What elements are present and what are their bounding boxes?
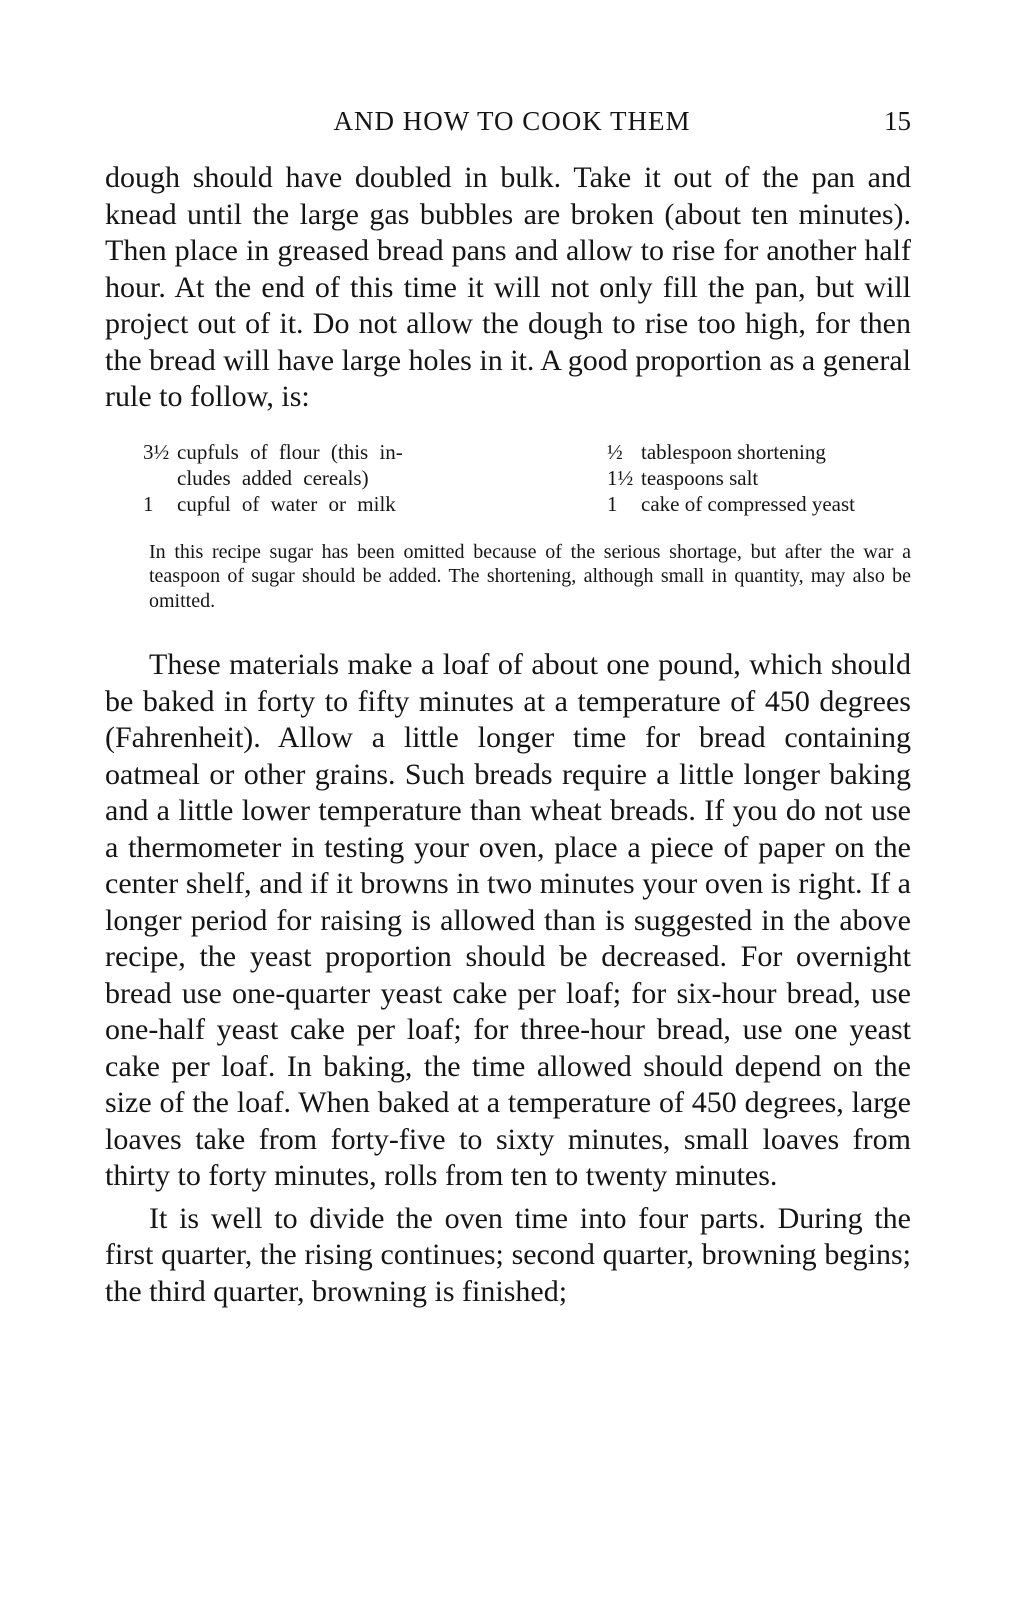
ingredients-column-right <box>607 439 855 517</box>
ingredient-row <box>143 439 403 465</box>
recipe-note: In this recipe sugar has been omitted because of the serious shortage, but after the war a teaspoon of sugar should be added. The shortening, although small in quantity, may also be omitted. <box>149 540 911 612</box>
body-paragraph-3: It is well to divide the oven time into four parts. During the first quarter, the rising continues; second quarter, browning begins; the third quarter, browning is finished; <box>105 1201 911 1308</box>
ingredient-row-continued <box>143 465 403 491</box>
ingredient-text: cupfuls of flour (this in- <box>177 439 403 464</box>
ingredient-text: teaspoons salt <box>641 465 759 490</box>
ingredient-row <box>607 465 855 491</box>
body-paragraph-2: These materials make a loaf of about one pound, which should be baked in forty to fifty minutes at a temperature of 450 degrees (Fahrenheit). Allow a little longer time for bread containing oatmeal or other grains. Such breads require a little longer baking and a little lower temperature than wheat breads. If you do not use a thermometer in testing your oven, place a piece of paper on the center shelf, and if it browns in two minutes your oven is right. If a longer period for raising is allowed than is suggested in the above recipe, the yeast proportion should be decreased. For overnight bread use one-quarter yeast cake per loaf; for six-hour bread, use one-half yeast cake per loaf; for three-hour bread, use one yeast cake per loaf. In baking, the time allowed should depend on the size of the loaf. When baked at a temperature of 450 degrees, large loaves take from forty-five to sixty minutes, small loaves from thirty to forty minutes, rolls from ten to twenty minutes. <box>105 648 911 1192</box>
page-number: 15 <box>884 106 911 136</box>
running-head <box>105 100 911 144</box>
ingredient-text: cupful of water or milk <box>177 491 396 516</box>
ingredient-text: tablespoon shortening <box>641 439 826 464</box>
ingredient-row <box>607 439 855 465</box>
ingredient-text: cake of compressed yeast <box>641 491 855 516</box>
ingredient-quantity <box>143 465 177 491</box>
book-page <box>105 100 911 1310</box>
running-title: AND HOW TO COOK THEM <box>333 106 691 136</box>
ingredient-row <box>143 491 403 517</box>
ingredient-text: cludes added cereals) <box>177 465 369 490</box>
ingredients-column-left <box>143 439 403 517</box>
ingredient-quantity: 1 <box>143 491 154 516</box>
recipe-ingredients <box>143 439 855 517</box>
ingredient-quantity: 1½ <box>607 465 634 490</box>
ingredient-row <box>607 491 855 517</box>
ingredient-quantity: 1 <box>607 491 618 516</box>
ingredient-quantity: 3½ <box>143 439 170 464</box>
ingredient-quantity: ½ <box>607 439 623 464</box>
body-paragraph-1: dough should have doubled in bulk. Take it out of the pan and knead until the large gas bubbles are broken (about ten minutes). Then place in greased bread pans and allow to rise for another half hour. At the end of this time it will not only fill the pan, but will project out of it. Do not allow the dough to rise too high, for then the bread will have large holes in it. A good proportion as a general rule to follow, is: <box>105 161 911 413</box>
